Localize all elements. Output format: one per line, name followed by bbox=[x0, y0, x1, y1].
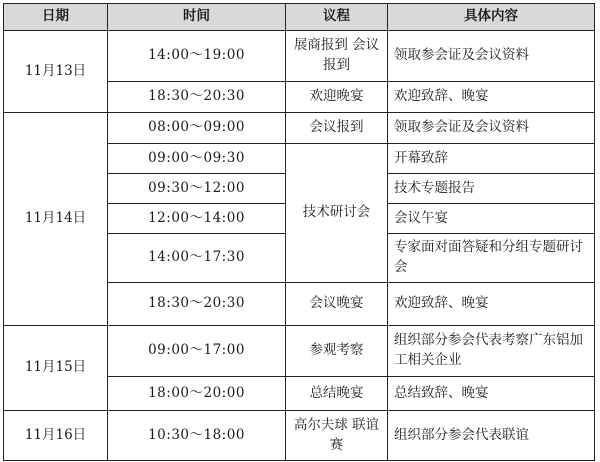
header-agenda: 议程 bbox=[286, 4, 388, 31]
agenda-cell: 会议晚宴 bbox=[286, 283, 388, 326]
content-cell: 领取参会证及会议资料 bbox=[388, 113, 595, 144]
content-cell: 专家面对面答疑和分组专题研讨会 bbox=[388, 234, 595, 283]
content-cell: 组织部分参会代表考察广东铝加工相关企业 bbox=[388, 326, 595, 377]
agenda-cell: 总结晚宴 bbox=[286, 377, 388, 411]
agenda-cell: 欢迎晚宴 bbox=[286, 82, 388, 113]
agenda-cell: 会议报到 bbox=[286, 113, 388, 144]
date-cell-nov13: 11月13日 bbox=[4, 31, 108, 113]
agenda-cell-tech-seminar: 技术研讨会 bbox=[286, 144, 388, 283]
date-cell-nov16: 11月16日 bbox=[4, 411, 108, 461]
time-cell: 14:00～17:30 bbox=[108, 234, 286, 283]
time-cell: 14:00～19:00 bbox=[108, 31, 286, 82]
table-row bbox=[4, 31, 595, 82]
header-row bbox=[4, 4, 595, 31]
date-cell-nov15: 11月15日 bbox=[4, 326, 108, 411]
content-cell: 组织部分参会代表联谊 bbox=[388, 411, 595, 461]
content-cell: 欢迎致辞、晚宴 bbox=[388, 283, 595, 326]
time-cell: 18:30～20:30 bbox=[108, 82, 286, 113]
table-row bbox=[4, 113, 595, 144]
content-cell: 总结致辞、晚宴 bbox=[388, 377, 595, 411]
table-row bbox=[4, 411, 595, 461]
time-cell: 09:00～17:00 bbox=[108, 326, 286, 377]
content-cell: 开幕致辞 bbox=[388, 144, 595, 174]
header-content: 具体内容 bbox=[388, 4, 595, 31]
time-cell: 18:30～20:30 bbox=[108, 283, 286, 326]
content-cell: 欢迎致辞、晚宴 bbox=[388, 82, 595, 113]
header-time: 时间 bbox=[108, 4, 286, 31]
content-cell: 领取参会证及会议资料 bbox=[388, 31, 595, 82]
content-cell: 技术专题报告 bbox=[388, 174, 595, 204]
agenda-cell: 参观考察 bbox=[286, 326, 388, 377]
time-cell: 12:00～14:00 bbox=[108, 204, 286, 234]
time-cell: 08:00～09:00 bbox=[108, 113, 286, 144]
header-date: 日期 bbox=[4, 4, 108, 31]
time-cell: 09:30～12:00 bbox=[108, 174, 286, 204]
agenda-cell: 展商报到 会议报到 bbox=[286, 31, 388, 82]
date-cell-nov14: 11月14日 bbox=[4, 113, 108, 326]
agenda-cell: 高尔夫球 联谊赛 bbox=[286, 411, 388, 461]
time-cell: 18:00～20:00 bbox=[108, 377, 286, 411]
time-cell: 09:00～09:30 bbox=[108, 144, 286, 174]
time-cell: 10:30～18:00 bbox=[108, 411, 286, 461]
content-cell: 会议午宴 bbox=[388, 204, 595, 234]
schedule-table bbox=[3, 3, 595, 461]
table-row bbox=[4, 326, 595, 377]
